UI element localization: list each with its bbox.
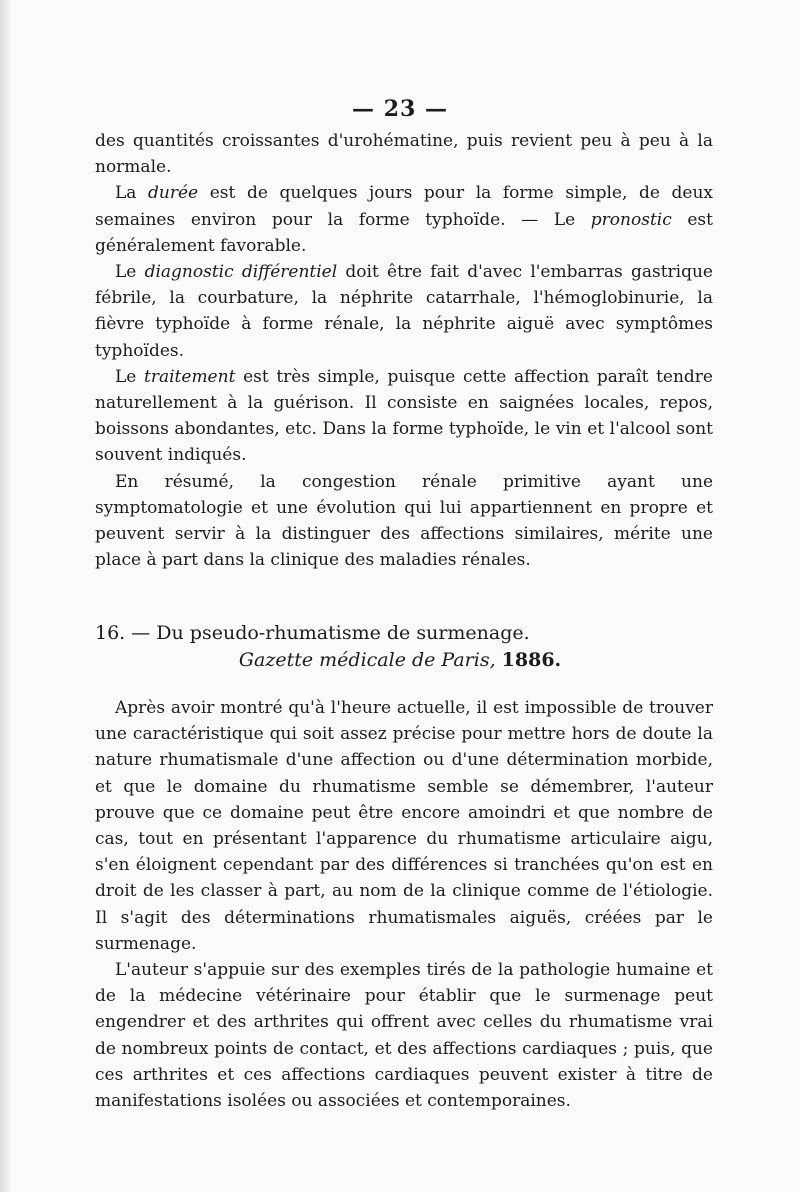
paragraph: Après avoir montré qu'à l'heure actuelle, il est impossible de trouver une caractéristique qui soit assez précise pour mettre hors de doute la nature rhumatismale d'une affection ou d'une détermination morbide, et que le domaine du rhumatisme semble se démembrer, l'auteur prouve que ce domaine peut être encore amoindri et que nombre de cas, tout en présentant l'apparence du rhumatisme articulaire aigu, s'en éloignent cependant par des différences si tranchées qu'on est en droit de les classer à part, au nom de la clinique comme de l'étiologie. Il s'agit des déterminations rhumatismales aiguës, créées par le surmenage. (95, 698, 713, 954)
section-pseudo-rhumatisme (95, 695, 713, 1114)
section-congestion-renale (95, 128, 713, 573)
article-heading: 16. — Du pseudo-rhumatisme de surmenage. (95, 622, 530, 644)
paragraph-duree: La durée est de quelques jours pour la forme simple, de deux semaines environ pour la forme typhoïde. — Le pronostic est généralement favorable. (95, 183, 714, 256)
paragraph: L'auteur s'appuie sur des exemples tirés de la pathologie humaine et de la médecine vétérinaire pour établir que le surmenage peut engendrer et des arthrites qui offrent avec celles du rhumatisme vrai de nombreux points de contact, et des affections cardiaques ; puis, que ces arthrites et ces affections cardiaques peuvent exister à titre de manifestations isolées ou associées et contemporaines. (95, 960, 713, 1112)
page-edge (0, 0, 10, 1192)
article-source: Gazette médicale de Paris, 1886. (238, 649, 562, 671)
paragraph-resume: En résumé, la congestion rénale primitive ayant une symptomatologie et une évolution qui lui appartiennent en propre et peuvent servir à la distinguer des affections similaires, mérite une place à part dans la clinique des maladies rénales. (95, 471, 713, 571)
page-number: — 23 — (352, 96, 448, 122)
paragraph: des quantités croissantes d'urohématine, puis revient peu à peu à la normale. (95, 131, 713, 178)
paragraph-traitement: Le traitement est très simple, puisque cette affection paraît tendre naturellement à la guérison. Il consiste en saignées locales, repos, boissons abondantes, etc. Dans la forme typhoïde, le vin et l'alcool sont souvent indiqués. (95, 366, 713, 466)
paragraph-diagnostic: Le diagnostic différentiel doit être fait d'avec l'embarras gastrique fébrile, la courbature, la néphrite catarrhale, l'hémoglobinurie, la fièvre typhoïde à forme rénale, la néphrite aiguë avec symptômes typhoïdes. (95, 262, 713, 361)
